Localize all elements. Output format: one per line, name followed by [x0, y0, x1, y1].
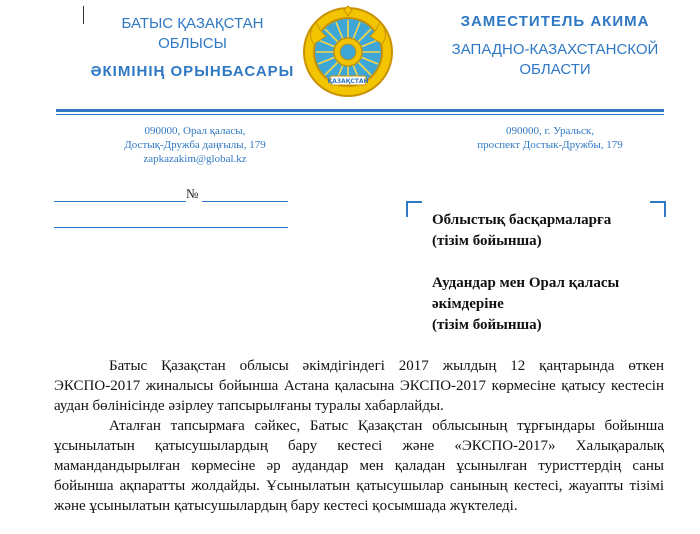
outgoing-date-field — [54, 201, 186, 202]
header-right-line3: ОБЛАСТИ — [519, 61, 591, 78]
header-left-kazakh — [60, 14, 325, 82]
body-paragraph: Аталған тапсырмаға сәйкес, Батыс Қазақстан облысының тұрғындары бойынша ұсынылатын қатысушылардың бару кестесі және «ЭКСПО-2017» Халықаралық мамандандырылған көрмесіне әр аудандар мен қаладан ұсынылған туристтердің саны бойынша ақпаратты жолдайды. Ұсынылатын қатысушылар санының кестесі, жауапты тізімі және ұсынылатын қатысушылардың бару кестесі қосымшада жүктеледі. — [54, 418, 664, 514]
body-paragraph: Батыс Қазақстан облысы әкімдігіндегі 2017 жылдың 12 қаңтарында өткен ЭКСПО-2017 жиналысы бойынша Астана қаласына ЭКСПО-2017 көрмесіне қатысу кестесін аудан бөлінісінде әзірлеу тапсырылғаны туралы хабарлайды. — [54, 358, 664, 414]
outgoing-number-field — [202, 201, 288, 202]
letter-body — [54, 356, 664, 516]
emblem-text: ҚАЗАҚСТАН — [327, 78, 369, 85]
addressee-line1: Облыстық басқармаларға — [432, 212, 612, 228]
addressee-line4: әкімдеріне — [432, 296, 504, 312]
header-right-line1: ЗАМЕСТИТЕЛЬ АКИМА — [460, 13, 650, 30]
addressee-bracket-left — [406, 201, 422, 217]
header-right-russian — [420, 12, 690, 80]
header-left-line2: ОБЛЫСЫ — [158, 35, 227, 52]
address-right-line2: проспект Достык-Дружбы, 179 — [477, 139, 623, 151]
address-left-line1: 090000, Орал қаласы, — [144, 125, 246, 137]
reference-field — [54, 227, 288, 228]
header-divider-thick — [56, 109, 664, 112]
number-sign: № — [186, 186, 199, 201]
addressee-line2: (тізім бойынша) — [432, 233, 542, 249]
address-right-line1: 090000, г. Уральск, — [505, 125, 595, 137]
addressee-line5: (тізім бойынша) — [432, 317, 542, 333]
header-divider-thin — [56, 114, 664, 115]
addressee-block — [432, 210, 687, 336]
header-left-line3: ӘКІМІНІҢ ОРЫНБАСАРЫ — [90, 63, 295, 80]
address-left-line2: Достық-Дружба даңғылы, 179 — [124, 139, 266, 151]
address-left — [60, 124, 330, 166]
header-right-line2: ЗАПАДНО-КАЗАХСТАНСКОЙ — [451, 41, 659, 58]
addressee-line3: Аудандар мен Орал қаласы — [432, 275, 620, 291]
header-left-line1: БАТЫС ҚАЗАҚСТАН — [121, 15, 264, 32]
address-right — [415, 124, 685, 152]
address-left-email: zapkazakim@global.kz — [143, 153, 247, 165]
state-emblem-icon — [300, 4, 396, 100]
